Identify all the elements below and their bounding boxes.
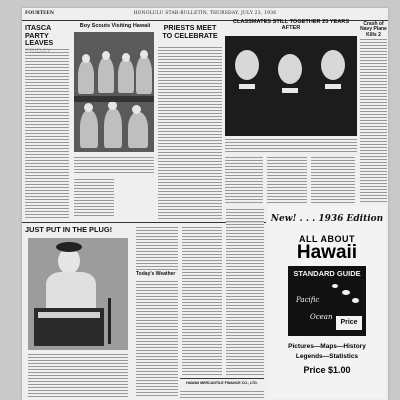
- photo-caption-plug: [28, 353, 128, 399]
- ad-map-box: [288, 266, 366, 336]
- article-priests-text: [158, 46, 222, 221]
- notice-title: HAWAII MERCANTILE FINANCE CO., LTD.: [186, 381, 258, 385]
- article-scouts-text: [74, 178, 114, 218]
- headline-navy-crash: Crash of Navy Plane Kills 2: [360, 21, 387, 38]
- ad-hawaii-guide: [268, 206, 386, 398]
- article-itasca-text: [25, 48, 69, 220]
- article-col-6-lower: [226, 208, 264, 376]
- ad-hawaii-title: Hawaii: [296, 242, 358, 263]
- article-weather-text: [136, 280, 178, 398]
- photo-caption-scouts: [74, 156, 154, 174]
- article-navy-crash-text: [360, 38, 387, 204]
- headline-itasca: ITASCA PARTY LEAVES: [25, 23, 54, 48]
- island-icon: [342, 290, 350, 295]
- article-classmates-col3: [311, 156, 355, 204]
- ad-pacific-label: Pacific: [296, 296, 320, 304]
- ad-new-edition: New! . . . 1936 Edition: [270, 214, 384, 224]
- article-classmates-col1: [225, 156, 263, 204]
- ad-ocean-label: Ocean: [310, 313, 333, 321]
- notice-rule: [180, 378, 264, 379]
- notice-text: [180, 390, 264, 399]
- headline-plug: JUST PUT IN THE PLUG!: [25, 225, 113, 234]
- photo-caption-priests: [225, 138, 357, 152]
- headline-weather: Today's Weather: [136, 271, 176, 277]
- newspaper-page: [22, 8, 388, 400]
- island-icon: [332, 284, 338, 288]
- article-col-5-lower: [182, 226, 222, 376]
- ad-price-tag: Price: [336, 316, 362, 330]
- photo-boy-scouts: [74, 32, 154, 152]
- article-classmates-col2: [267, 156, 307, 204]
- headline-priests: PRIESTS MEET TO CELEBRATE: [162, 23, 218, 40]
- ad-all-about: ALL ABOUT: [299, 234, 355, 244]
- article-weather-top: [136, 226, 178, 270]
- ad-standard-guide: STANDARD GUIDE: [293, 269, 361, 278]
- island-icon: [352, 298, 359, 303]
- paper-dateline: HONOLULU STAR-BULLETIN, THURSDAY, JULY 23, 1936: [133, 11, 277, 16]
- headline-classmates: CLASSMATES STILL TOGETHER 25 YEARS AFTER: [232, 19, 350, 31]
- ad-pictures-maps: Pictures—Maps—History: [288, 343, 366, 350]
- photo-priests: [225, 36, 357, 136]
- page-number: FOURTEEN: [25, 11, 55, 16]
- ad-legends: Legends—Statistics: [295, 353, 359, 360]
- headline-scouts: Boy Scouts Visiting Hawaii: [79, 23, 151, 29]
- photo-appliance-woman: [28, 238, 128, 350]
- ad-price: Price $1.00: [303, 365, 351, 375]
